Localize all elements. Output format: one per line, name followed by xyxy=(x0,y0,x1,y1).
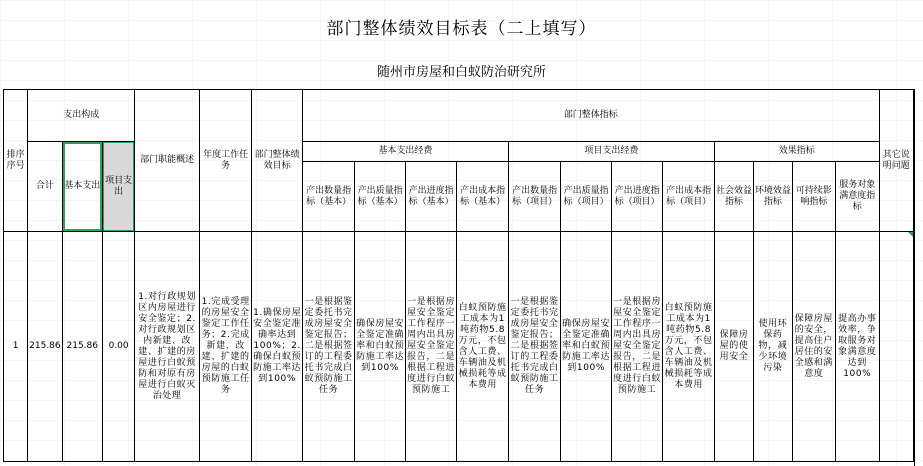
cell-seq[interactable]: 1 xyxy=(4,232,28,462)
cell-other[interactable] xyxy=(879,232,913,462)
header-satisfaction[interactable]: 服务对象满意度指标 xyxy=(836,162,880,232)
cell-satisfaction[interactable]: 提高办事效率，争取服务对象满意度达到100% xyxy=(836,232,880,462)
sheet-right-edge xyxy=(914,89,923,466)
header-seq[interactable]: 排序序号 xyxy=(4,90,28,232)
header-basic[interactable]: 基本支出 xyxy=(62,142,102,232)
table-title: 部门整体绩效目标表（二上填写） xyxy=(326,19,597,39)
header-sustainability[interactable]: 可持续影响指标 xyxy=(792,162,835,232)
cell-project-progress[interactable]: 一是根据房屋安全鉴定工作程序一周内出具房屋安全鉴定报告，二是根据工程进度进行白蚁预防施工 xyxy=(611,232,663,462)
header-effect[interactable]: 效果指标 xyxy=(714,142,879,162)
cell-basic-quantity[interactable]: 一是根据鉴定委托书完成房屋安全鉴定报告；二是根据签订的工程委托书完成白蚁预防施工任务 xyxy=(302,232,355,462)
header-total[interactable]: 合计 xyxy=(28,142,62,232)
header-project-cost[interactable]: 产出成本指标（项目） xyxy=(663,162,715,232)
header-basic-funds[interactable]: 基本支出经费 xyxy=(302,142,508,162)
header-expense-structure[interactable]: 支出构成 xyxy=(28,90,135,142)
cell-environment-benefit[interactable]: 使用环保药物，减少环境污染 xyxy=(754,232,792,462)
cell-total[interactable]: 215.86 xyxy=(28,232,62,462)
header-project-quantity[interactable]: 产出数量指标（项目） xyxy=(508,162,561,232)
cell-project-quality[interactable]: 确保房屋安全鉴定准确率和白蚁预防施工率达到100% xyxy=(561,232,611,462)
header-environment-benefit[interactable]: 环境效益指标 xyxy=(754,162,792,232)
cell-dept-function[interactable]: 1.对行政规划区内房屋进行安全鉴定；2.对行政规划区内新建、改建、扩建的房屋进行白蚁预防和对原有房屋进行白蚁灭治处理 xyxy=(135,232,200,462)
cell-social-benefit[interactable]: 保障房屋的使用安全 xyxy=(714,232,753,462)
cell-project-cost[interactable]: 白蚁预防施工成本为1吨药物5.8万元，不包含人工费、车辆油及机械损耗等成本费用 xyxy=(663,232,715,462)
cell-basic[interactable]: 215.86 xyxy=(62,232,102,462)
header-overall-goal[interactable]: 部门整体绩效目标 xyxy=(252,90,302,232)
cell-project-quantity[interactable]: 一是根据鉴定委托书完成房屋安全鉴定报告；二是根据签订的工程委托书完成白蚁预防施工任务 xyxy=(508,232,561,462)
header-project[interactable]: 项目支出 xyxy=(102,142,134,232)
header-project-funds[interactable]: 项目支出经费 xyxy=(508,142,714,162)
cell-basic-cost[interactable]: 白蚁预防施工成本为1吨药物5.8万元，不包含人工费、车辆油及机械损耗等成本费用 xyxy=(457,232,509,462)
cell-project[interactable]: 0.00 xyxy=(102,232,134,462)
header-dept-function[interactable]: 部门职能概述 xyxy=(135,90,200,232)
header-indicators[interactable]: 部门整体指标 xyxy=(302,90,879,142)
cell-basic-progress[interactable]: 一是根据房屋安全鉴定工作程序一周内出具房屋安全鉴定报告，二是根据工程进度进行白蚁预防施工 xyxy=(405,232,457,462)
cell-overall-goal[interactable]: 1.确保房屋安全鉴定准确率达到100%；2.确保白蚁预防施工率达到100% xyxy=(252,232,302,462)
header-basic-quality[interactable]: 产出质量指标（基本） xyxy=(355,162,405,232)
organization-name: 随州市房屋和白蚁防治研究所 xyxy=(376,65,546,80)
cell-annual-task[interactable]: 1.完成受理的房屋安全鉴定工作任务；2.完成新建、改建、扩建的房屋的白蚁预防施工任务 xyxy=(199,232,252,462)
performance-target-table xyxy=(3,89,914,462)
header-basic-quantity[interactable]: 产出数量指标（基本） xyxy=(302,162,355,232)
header-social-benefit[interactable]: 社会效益指标 xyxy=(714,162,753,232)
cell-sustainability[interactable]: 保障房屋的安全，提高住户居住的安全感和满意度 xyxy=(792,232,835,462)
comment-marker-icon xyxy=(908,232,913,237)
cell-basic-quality[interactable]: 确保房屋安全鉴定准确率和白蚁预防施工率达到100% xyxy=(355,232,405,462)
header-project-quality[interactable]: 产出质量指标（项目） xyxy=(561,162,611,232)
header-basic-cost[interactable]: 产出成本指标（基本） xyxy=(457,162,509,232)
header-project-progress[interactable]: 产出进度指标（项目） xyxy=(611,162,663,232)
header-annual-task[interactable]: 年度工作任务 xyxy=(199,90,252,232)
header-basic-progress[interactable]: 产出进度指标（基本） xyxy=(405,162,457,232)
header-other[interactable]: 其它说明问题 xyxy=(879,90,913,232)
